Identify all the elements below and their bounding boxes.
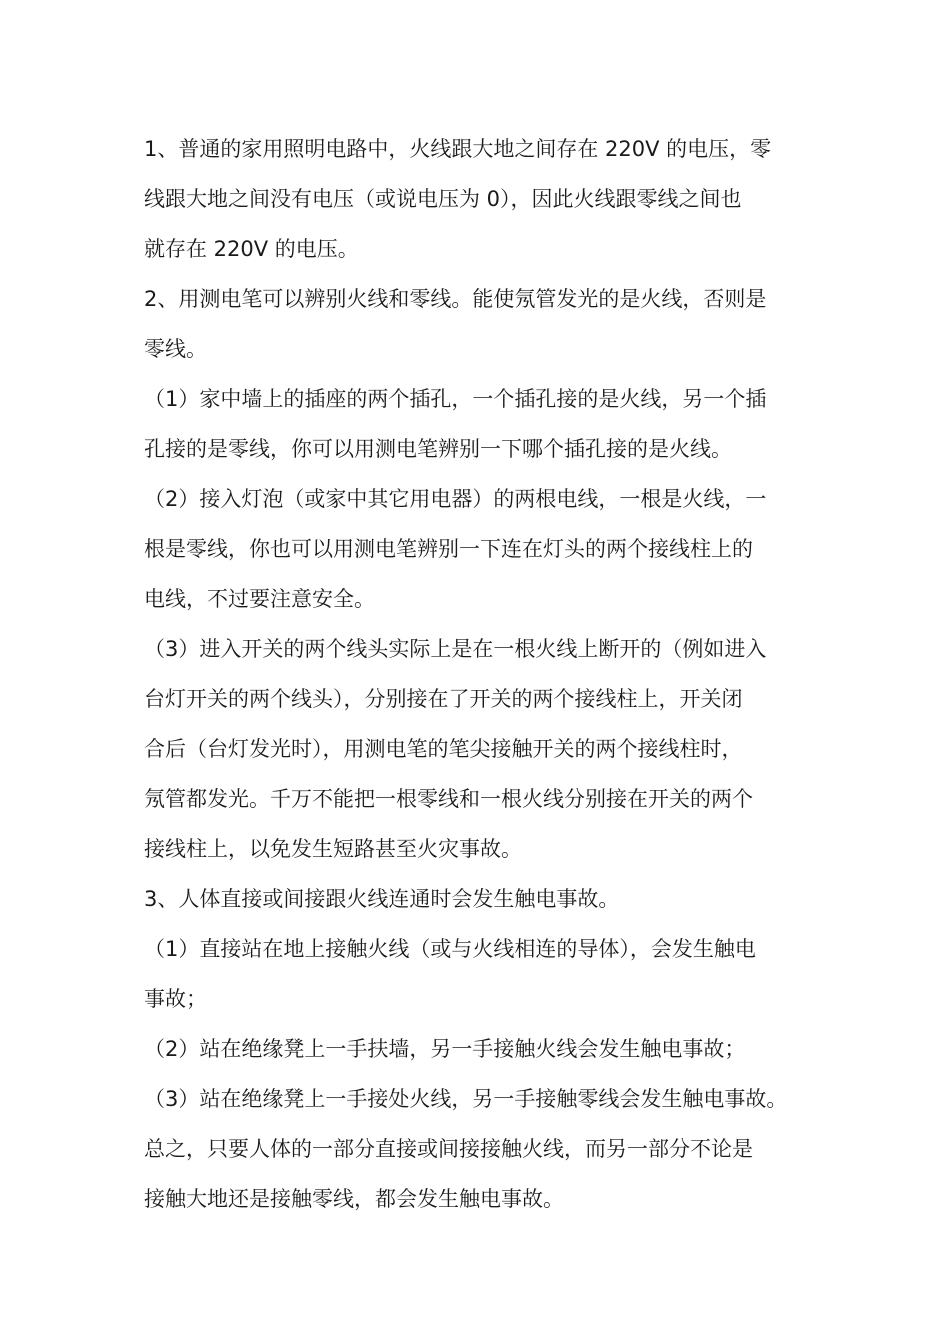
text-line: 就存在 220V 的电压。: [144, 237, 359, 261]
text-line: 孔接的是零线，你可以用测电笔辨别一下哪个插孔接的是火线。: [144, 437, 732, 461]
text-line: 氖管都发光。千万不能把一根零线和一根火线分别接在开关的两个: [144, 787, 753, 811]
text-line: 1、普通的家用照明电路中，火线跟大地之间存在 220V 的电压，零: [144, 137, 772, 161]
text-line: 2、用测电笔可以辨别火线和零线。能使氖管发光的是火线，否则是: [144, 287, 767, 311]
text-line: 线跟大地之间没有电压（或说电压为 0），因此火线跟零线之间也: [144, 187, 742, 211]
text-line: （1）直接站在地上接触火线（或与火线相连的导体），会发生触电: [144, 937, 756, 961]
text-line: 事故；: [144, 987, 207, 1011]
text-line: （2）接入灯泡（或家中其它用电器）的两根电线，一根是火线，一: [144, 487, 767, 511]
text-line: 台灯开关的两个线头），分别接在了开关的两个接线柱上，开关闭: [144, 687, 743, 711]
text-line: （3）进入开关的两个线头实际上是在一根火线上断开的（例如进入: [144, 637, 767, 661]
text-line: 合后（台灯发光时），用测电笔的笔尖接触开关的两个接线柱时，: [144, 737, 743, 761]
text-line: 电线，不过要注意安全。: [144, 587, 375, 611]
document-body: [144, 124, 824, 1224]
text-line: 总之，只要人体的一部分直接或间接接触火线，而另一部分不论是: [144, 1137, 753, 1161]
text-line: （2）站在绝缘凳上一手扶墙，另一手接触火线会发生触电事故；: [144, 1037, 746, 1061]
text-line: 根是零线，你也可以用测电笔辨别一下连在灯头的两个接线柱上的: [144, 537, 753, 561]
text-line: 接线柱上，以免发生短路甚至火灾事故。: [144, 837, 522, 861]
text-line: （1）家中墙上的插座的两个插孔，一个插孔接的是火线，另一个插: [144, 387, 767, 411]
text-line: （3）站在绝缘凳上一手接处火线，另一手接触零线会发生触电事故。: [144, 1087, 788, 1111]
text-line: 接触大地还是接触零线，都会发生触电事故。: [144, 1187, 564, 1211]
text-line: 零线。: [144, 337, 207, 361]
text-line: 3、人体直接或间接跟火线连通时会发生触电事故。: [144, 887, 620, 911]
